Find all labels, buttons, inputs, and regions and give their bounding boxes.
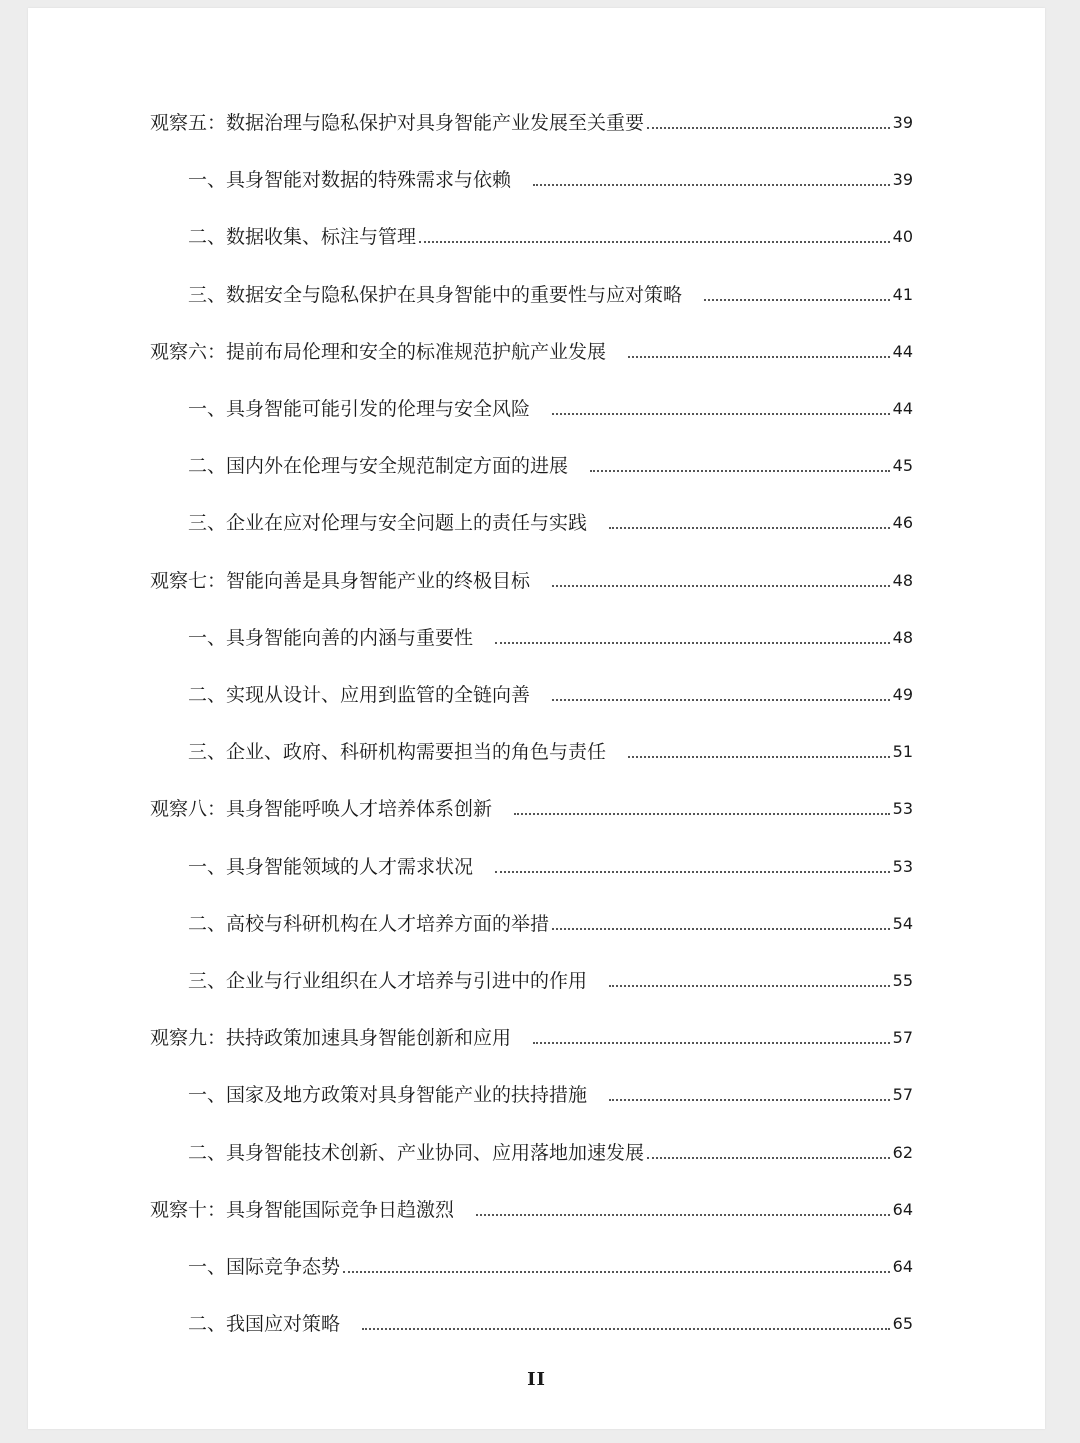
toc-entry-title: 二、具身智能技术创新、产业协同、应用落地加速发展 (188, 1141, 645, 1164)
toc-subsection-entry[interactable] (188, 448, 913, 478)
toc-entry-title: 二、国内外在伦理与安全规范制定方面的进展 (188, 455, 569, 478)
toc-section-entry[interactable] (150, 791, 913, 821)
toc-entry-title: 一、具身智能可能引发的伦理与安全风险 (188, 398, 531, 420)
toc-entry-page-number: 57 (892, 1028, 913, 1048)
toc-entry-page-number: 44 (892, 399, 913, 418)
toc-entry-title: 一、国家及地方政策对具身智能产业的扶持措施 (188, 1084, 588, 1107)
toc-entry-title: 一、具身智能向善的内涵与重要性 (188, 626, 474, 649)
toc-subsection-entry[interactable] (188, 734, 913, 764)
toc-entry-page-number: 48 (892, 627, 913, 647)
toc-dot-leader (552, 699, 890, 701)
toc-entry-title: 观察五：数据治理与隐私保护对具身智能产业发展至关重要 (150, 112, 645, 134)
toc-entry-title: 三、企业在应对伦理与安全问题上的责任与实践 (188, 512, 588, 535)
toc-dot-leader (495, 642, 890, 644)
toc-dot-leader (628, 756, 890, 758)
toc-subsection-entry[interactable] (188, 1249, 913, 1279)
toc-entry-title: 观察六：提前布局伦理和安全的标准规范护航产业发展 (150, 340, 607, 363)
toc-dot-leader (609, 527, 890, 529)
toc-entry-title: 二、实现从设计、应用到监管的全链向善 (188, 684, 531, 706)
toc-section-entry[interactable] (150, 563, 913, 593)
toc-entry-page-number: 41 (892, 284, 913, 304)
toc-dot-leader (628, 356, 890, 358)
toc-subsection-entry[interactable] (188, 1135, 913, 1165)
toc-entry-title: 二、高校与科研机构在人才培养方面的举措 (188, 912, 550, 935)
toc-subsection-entry[interactable] (188, 162, 913, 192)
toc-entry-page-number: 55 (892, 971, 913, 990)
toc-section-entry[interactable] (150, 1192, 913, 1222)
toc-dot-leader (533, 1042, 890, 1044)
toc-subsection-entry[interactable] (188, 963, 913, 993)
toc-entry-page-number: 62 (892, 1142, 913, 1162)
toc-section-entry[interactable] (150, 105, 913, 135)
toc-entry-title: 一、具身智能对数据的特殊需求与依赖 (188, 169, 512, 192)
toc-entry-page-number: 53 (892, 799, 913, 819)
toc-dot-leader (343, 1271, 890, 1273)
toc-entry-page-number: 39 (892, 170, 913, 190)
toc-dot-leader (514, 813, 890, 815)
toc-entry-title: 二、我国应对策略 (188, 1313, 341, 1336)
toc-entry-title: 观察七：智能向善是具身智能产业的终极目标 (150, 569, 531, 592)
toc-section-entry[interactable] (150, 334, 913, 364)
toc-entry-page-number: 45 (892, 456, 913, 476)
toc-subsection-entry[interactable] (188, 391, 913, 421)
toc-dot-leader (533, 184, 890, 186)
toc-entry-title: 三、企业、政府、科研机构需要担当的角色与责任 (188, 741, 607, 764)
toc-dot-leader (476, 1214, 890, 1216)
page-number: II (527, 1369, 546, 1390)
toc-dot-leader (552, 413, 890, 415)
toc-entry-page-number: 48 (892, 570, 913, 590)
toc-entry-page-number: 53 (892, 856, 913, 876)
toc-dot-leader (647, 1157, 890, 1159)
toc-entry-page-number: 49 (892, 685, 913, 704)
toc-dot-leader (552, 928, 890, 930)
toc-entry-title: 观察八：具身智能呼唤人才培养体系创新 (150, 798, 493, 821)
toc-subsection-entry[interactable] (188, 1306, 913, 1336)
toc-entry-page-number: 54 (892, 913, 913, 933)
document-page (28, 8, 1045, 1429)
toc-subsection-entry[interactable] (188, 620, 913, 650)
toc-entry-page-number: 51 (892, 742, 913, 762)
toc-entry-title: 一、国际竞争态势 (188, 1256, 341, 1278)
toc-entry-page-number: 44 (892, 341, 913, 361)
toc-subsection-entry[interactable] (188, 219, 913, 249)
toc-entry-page-number: 57 (892, 1085, 913, 1105)
toc-entry-page-number: 64 (892, 1199, 913, 1219)
toc-subsection-entry[interactable] (188, 906, 913, 936)
toc-subsection-entry[interactable] (188, 849, 913, 879)
toc-entry-page-number: 64 (892, 1257, 913, 1276)
toc-entry-page-number: 65 (892, 1314, 913, 1334)
toc-entry-title: 二、数据收集、标注与管理 (188, 226, 417, 249)
toc-section-entry[interactable] (150, 1020, 913, 1050)
toc-entry-title: 一、具身智能领域的人才需求状况 (188, 855, 474, 878)
toc-dot-leader (495, 871, 890, 873)
toc-subsection-entry[interactable] (188, 505, 913, 535)
toc-dot-leader (647, 127, 890, 129)
toc-subsection-entry[interactable] (188, 1077, 913, 1107)
table-of-contents (28, 8, 1045, 1429)
toc-entry-page-number: 40 (892, 227, 913, 247)
toc-dot-leader (609, 985, 890, 987)
toc-dot-leader (609, 1099, 890, 1101)
toc-subsection-entry[interactable] (188, 677, 913, 707)
toc-entry-title: 三、数据安全与隐私保护在具身智能中的重要性与应对策略 (188, 283, 683, 306)
toc-entry-title: 观察九：扶持政策加速具身智能创新和应用 (150, 1027, 512, 1050)
toc-entry-title: 观察十：具身智能国际竞争日趋激烈 (150, 1198, 455, 1221)
toc-entry-title: 三、企业与行业组织在人才培养与引进中的作用 (188, 970, 588, 992)
toc-dot-leader (419, 241, 890, 243)
toc-dot-leader (552, 585, 890, 587)
toc-entry-page-number: 39 (892, 113, 913, 132)
toc-dot-leader (362, 1328, 890, 1330)
toc-dot-leader (704, 299, 890, 301)
toc-subsection-entry[interactable] (188, 277, 913, 307)
toc-dot-leader (590, 470, 890, 472)
toc-entry-page-number: 46 (892, 513, 913, 533)
